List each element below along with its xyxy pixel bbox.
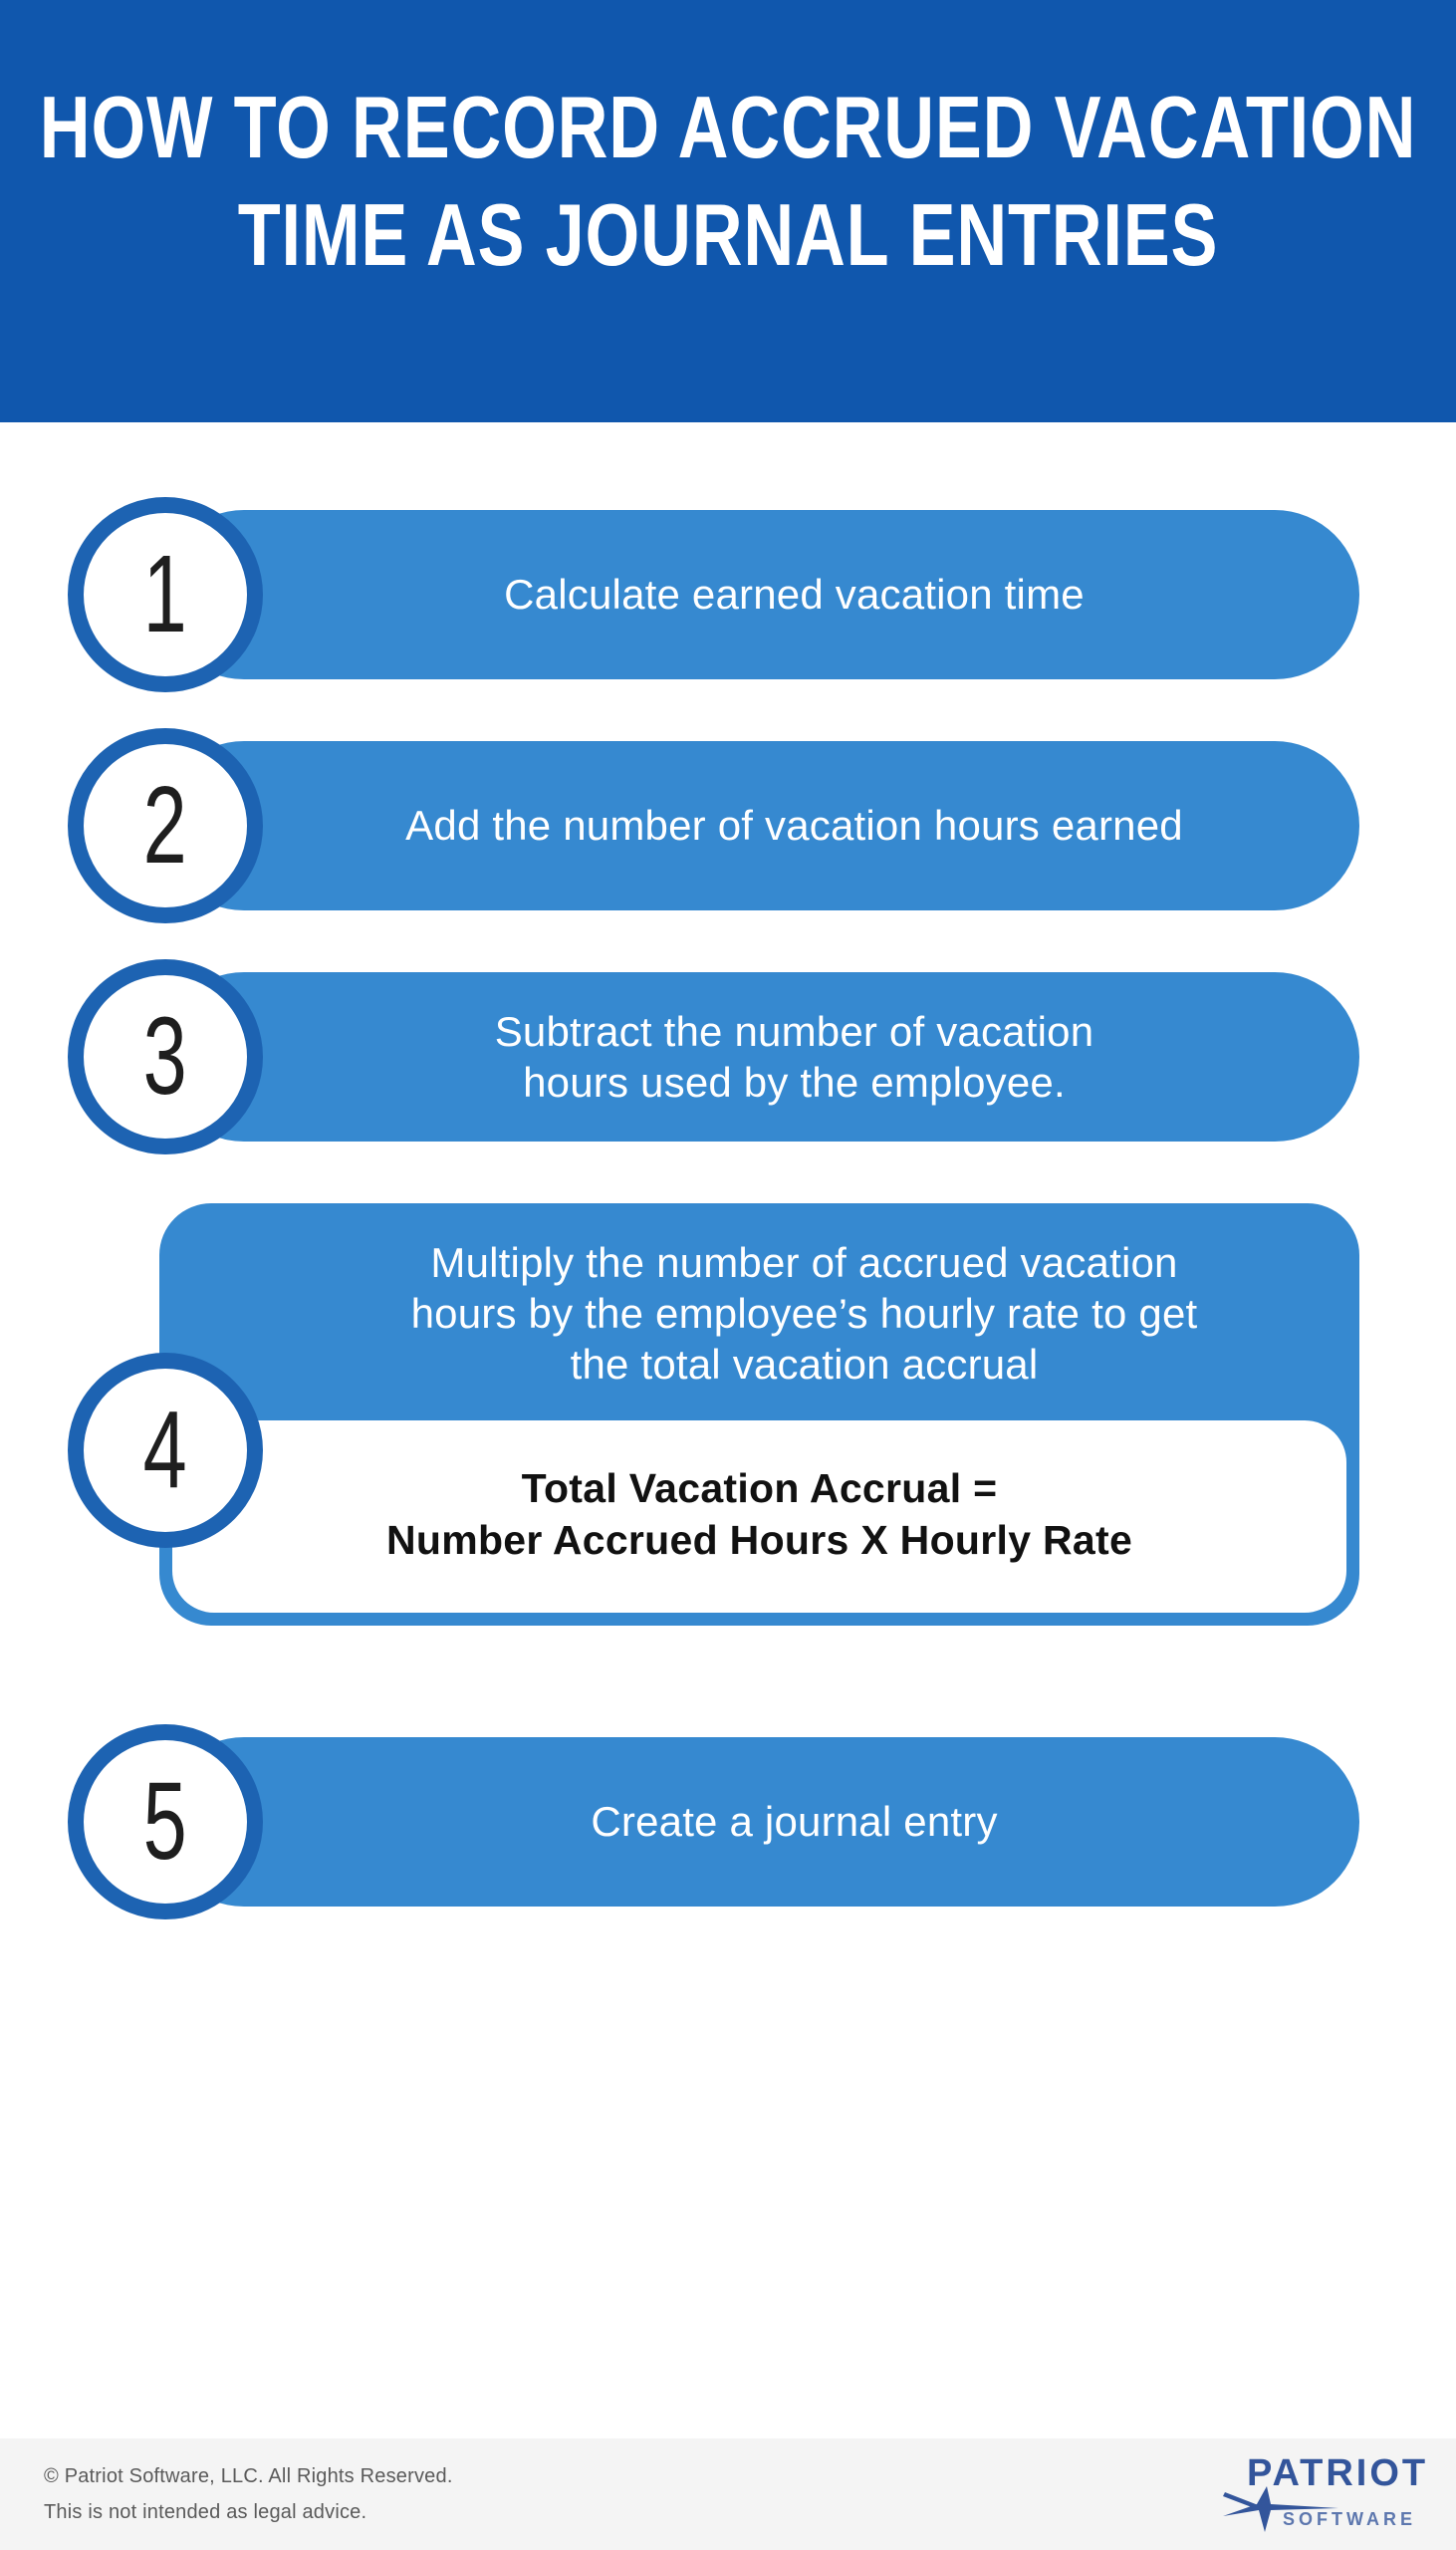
logo-subtext: SOFTWARE xyxy=(1283,2509,1416,2529)
step-row xyxy=(0,741,1456,910)
step-row xyxy=(0,1737,1456,1907)
step-4-head xyxy=(159,1203,1359,1420)
step-label-4: Multiply the number of accrued vacation hours by the employee’s hourly rate to get the total vacation accrual xyxy=(410,1239,1198,1389)
logo-wordmark: PATRIOT xyxy=(1247,2452,1429,2494)
step-number-circle-4 xyxy=(68,1353,263,1548)
step-label-5: Create a journal entry xyxy=(591,1798,998,1846)
step-number-circle-2 xyxy=(68,728,263,923)
step-pill-3 xyxy=(159,972,1359,1142)
step-row xyxy=(0,1203,1456,1626)
step-label-3: Subtract the number of vacation hours used by the employee. xyxy=(494,1007,1094,1106)
formula-box xyxy=(172,1420,1346,1613)
step-number-5: 5 xyxy=(142,1759,188,1883)
patriot-software-logo xyxy=(1221,2452,1429,2536)
page-title xyxy=(39,78,1417,284)
infographic-header xyxy=(0,0,1456,422)
step-label-1: Calculate earned vacation time xyxy=(504,571,1085,619)
step-number-circle-3 xyxy=(68,959,263,1154)
copyright-text: © Patriot Software, LLC. All Rights Reserved. xyxy=(44,2465,453,2487)
footer-legal-text xyxy=(44,2466,453,2522)
step-number-circle-1 xyxy=(68,497,263,692)
step-pill-4 xyxy=(159,1203,1359,1626)
steps-list xyxy=(0,422,1456,1907)
infographic-footer xyxy=(0,2438,1456,2550)
step-number-4: 4 xyxy=(142,1389,188,1511)
step-row xyxy=(0,972,1456,1142)
step-pill-1 xyxy=(159,510,1359,679)
step-number-circle-5 xyxy=(68,1724,263,1919)
step-number-1: 1 xyxy=(142,533,188,655)
page-title-line-2: TIME AS JOURNAL ENTRIES xyxy=(237,185,1219,284)
formula-line-2: Number Accrued Hours X Hourly Rate xyxy=(385,1517,1133,1564)
step-number-3: 3 xyxy=(142,995,188,1118)
step-label-2: Add the number of vacation hours earned xyxy=(405,802,1183,850)
formula-line-1: Total Vacation Accrual = xyxy=(521,1464,998,1511)
step-pill-5 xyxy=(159,1737,1359,1907)
step-row xyxy=(0,510,1456,679)
step-pill-2 xyxy=(159,741,1359,910)
disclaimer-text: This is not intended as legal advice. xyxy=(44,2501,367,2523)
page-title-line-1: HOW TO RECORD ACCRUED VACATION xyxy=(39,78,1417,176)
step-number-2: 2 xyxy=(142,764,188,887)
